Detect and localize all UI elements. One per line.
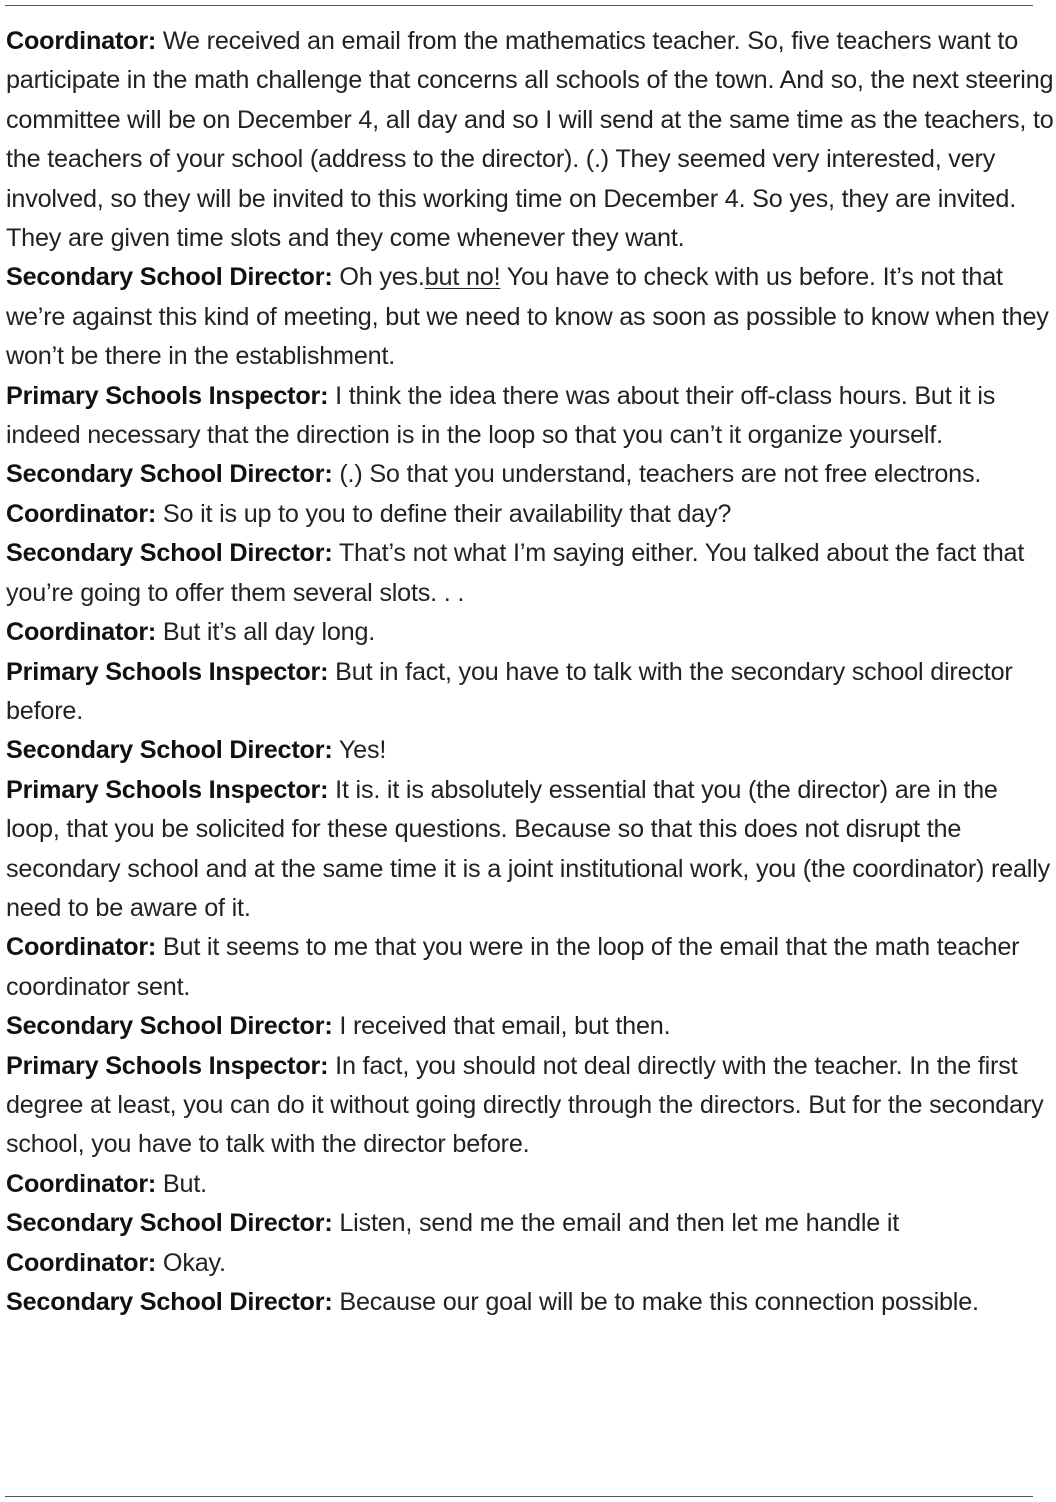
transcript-turn <box>6 613 1054 652</box>
speaker-label: Secondary School Director: <box>6 1012 333 1041</box>
speaker-label: Coordinator: <box>6 27 157 55</box>
speaker-label: Primary Schools Inspector: <box>6 381 329 410</box>
transcript-turn <box>6 1165 1054 1204</box>
transcript-turn <box>6 495 1054 534</box>
utterance-text: But. <box>162 1169 207 1198</box>
transcript-turn <box>6 928 1054 1007</box>
transcript-turn <box>6 1244 1054 1283</box>
utterance-text: I think the idea there was about their off-class hours. But it is indeed necessary that the direction is in the loop so that you can’t it organize yourself. <box>6 381 996 450</box>
top-rule <box>5 5 1033 6</box>
utterance-text: But it seems to me that you were in the loop of the email that the math teacher coordinator sent. <box>6 933 1020 1001</box>
speaker-label: Primary Schools Inspector: <box>6 1051 329 1080</box>
transcript-turn <box>6 731 1054 770</box>
utterance-text: You have to check with us before. It’s not that we’re against this kind of meeting, but we need to know as soon as possible to know when they won’t be there in the establishment. <box>6 263 1049 371</box>
transcript-turn <box>6 1204 1054 1243</box>
transcript-turn <box>6 1283 1054 1322</box>
utterance-text: In fact, you should not deal directly with the teacher. In the first degree at least, you can do it without going directly through the directors. But for the secondary school, you have to talk with the director before. <box>6 1051 1044 1159</box>
transcript-turn <box>6 1007 1054 1046</box>
utterance-text: Oh yes. <box>339 263 425 292</box>
utterance-text: Yes! <box>338 736 387 765</box>
utterance-text: That’s not what I’m saying either. You talked about the fact that you’re going to offer them several slots. . . <box>6 539 1025 607</box>
speaker-label: Secondary School Director: <box>6 1209 333 1238</box>
speaker-label: Coordinator: <box>6 618 157 647</box>
utterance-text: But it’s all day long. <box>162 618 376 647</box>
transcript-turn <box>6 377 1054 456</box>
transcript-turn <box>6 258 1054 376</box>
utterance-text: We received an email from the mathematics teacher. So, five teachers want to participate in the math challenge that concerns all schools of the town. And so, the next steering committee will be on December 4, all day and so I will send at the same time as the teachers, to the teachers of your school (address to the director). (.) They seemed very interested, very involved, so they will be invited to this working time on December 4. So yes, they are invited. They are given time slots and they come whenever they want. <box>6 27 1054 253</box>
utterance-text: (.) So that you understand, teachers are not free electrons. <box>339 460 982 489</box>
utterance-text: I received that email, but then. <box>339 1012 671 1041</box>
transcript-turn <box>6 653 1054 732</box>
transcript-turn <box>6 1047 1054 1165</box>
utterance-text: So it is up to you to define their availability that day? <box>162 499 732 528</box>
speaker-label: Secondary School Director: <box>6 460 333 489</box>
speaker-label: Primary Schools Inspector: <box>6 775 329 804</box>
speaker-label: Secondary School Director: <box>6 1288 333 1316</box>
utterance-text: It is. it is absolutely essential that you (the director) are in the loop, that you be solicited for these questions. Because so that this does not disrupt the secondary school and at the same time it is a joint institutional work, you (the coordinator) really need to be aware of it. <box>6 775 1050 922</box>
bottom-rule <box>5 1496 1033 1497</box>
underlined-emphasis: but no! <box>424 263 501 292</box>
speaker-label: Coordinator: <box>6 1169 157 1198</box>
transcript-turn <box>6 534 1054 613</box>
speaker-label: Secondary School Director: <box>6 736 333 765</box>
speaker-label: Coordinator: <box>6 499 157 528</box>
speaker-label: Secondary School Director: <box>6 539 333 568</box>
transcript <box>6 22 1054 1322</box>
utterance-text: Listen, send me the email and then let me handle it <box>339 1209 900 1238</box>
speaker-label: Secondary School Director: <box>6 263 333 292</box>
speaker-label: Coordinator: <box>6 1248 157 1277</box>
speaker-label: Coordinator: <box>6 933 157 962</box>
utterance-text: But in fact, you have to talk with the secondary school director before. <box>6 657 1013 725</box>
speaker-label: Primary Schools Inspector: <box>6 657 329 686</box>
utterance-text: Because our goal will be to make this connection possible. <box>339 1288 979 1316</box>
transcript-turn <box>6 455 1054 494</box>
transcript-turn <box>6 22 1054 258</box>
transcript-turn <box>6 771 1054 929</box>
utterance-text: Okay. <box>162 1248 226 1277</box>
